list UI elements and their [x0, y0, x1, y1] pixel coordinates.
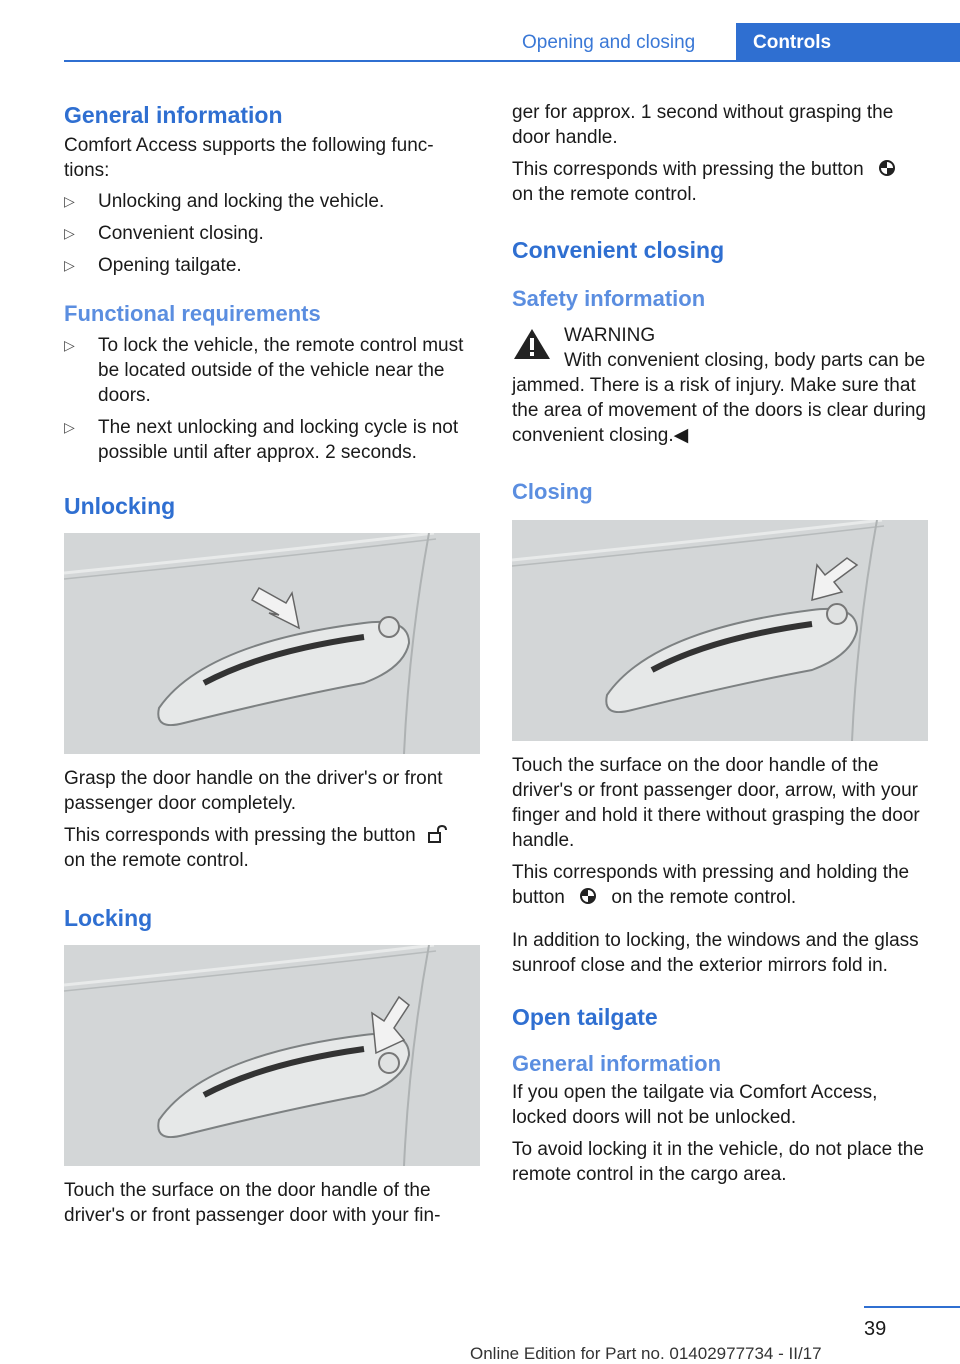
- locking-button-text: [512, 157, 930, 207]
- unlocking-heading: Unlocking: [64, 493, 176, 519]
- closing-text: Touch the surface on the door handle of the driver's or front passenger door, arrow, with your finger and hold it there without grasping the door handle.: [512, 755, 920, 851]
- page-number: 39: [864, 1318, 887, 1340]
- functions-list: [64, 189, 482, 278]
- closing-extra-text: In addition to locking, the windows and the glass sunroof close and the exterior mirrors fold in.: [512, 930, 919, 976]
- convenient-closing-heading: Convenient closing: [512, 237, 725, 263]
- header-section-title: Opening and closing: [522, 32, 696, 53]
- warning-text: With convenient closing, body parts can be jammed. There is a risk of injury. Make sure that the area of movement of the doors is clear during convenient closing.◀: [512, 350, 927, 446]
- list-item: ▷ The next unlocking and locking cycle is not possible until after approx. 2 seconds.: [64, 415, 482, 465]
- edition-note: Online Edition for Part no. 01402977734 - II/17: [470, 1344, 822, 1363]
- right-column: [512, 100, 930, 1187]
- list-item: ▷ Unlocking and locking the vehicle.: [64, 189, 482, 214]
- general-intro: Comfort Access supports the following func‐ tions:: [64, 135, 434, 181]
- locking-button-post: on the remote control.: [512, 184, 697, 205]
- unlocking-door-handle-image: [64, 533, 480, 754]
- closing-door-handle-image: [512, 520, 928, 741]
- left-column: [64, 100, 482, 1228]
- list-item: ▷ Convenient closing.: [64, 221, 482, 246]
- warning-triangle-icon: [512, 327, 552, 361]
- list-item: ▷ To lock the vehicle, the remote control must be located outside of the vehicle near the doors.: [64, 333, 482, 408]
- safety-information-heading: Safety information: [512, 286, 706, 311]
- closing-button-pre: This corresponds with pressing and holding the button: [512, 862, 910, 908]
- tailgate-text-2: To avoid locking it in the vehicle, do not place the remote control in the cargo area.: [512, 1139, 924, 1185]
- requirements-list: [64, 333, 482, 465]
- unlocking-button-post: on the remote control.: [64, 850, 249, 871]
- closing-heading: Closing: [512, 479, 593, 504]
- header-chapter-tab: [736, 23, 960, 62]
- locking-heading: Locking: [64, 905, 153, 931]
- tailgate-text-1: If you open the tailgate via Comfort Access, locked doors will not be unlocked.: [512, 1082, 878, 1128]
- general-info-heading: General information: [64, 102, 283, 128]
- tailgate-general-info-heading: General information: [512, 1051, 722, 1076]
- open-tailgate-heading: Open tailgate: [512, 1004, 658, 1030]
- header-chapter-label: Controls: [753, 32, 832, 53]
- bmw-logo-icon: [576, 887, 600, 905]
- footer-rule: [864, 1306, 960, 1308]
- closing-button-text: [512, 860, 930, 910]
- unlocking-button-text: [64, 823, 482, 873]
- unlock-icon: [427, 825, 451, 843]
- locking-door-handle-image: [64, 945, 480, 1166]
- locking-button-pre: This corresponds with pressing the button: [512, 159, 864, 180]
- closing-button-post: on the remote control.: [611, 887, 797, 908]
- warning-label: WARNING: [564, 325, 656, 346]
- locking-cont-text: ger for approx. 1 second without grasping the door handle.: [512, 102, 894, 148]
- warning-box: [512, 323, 930, 448]
- list-item: ▷ Opening tailgate.: [64, 253, 482, 278]
- bmw-logo-icon: [875, 159, 899, 177]
- header-rule: [64, 60, 960, 62]
- unlocking-button-pre: This corresponds with pressing the button: [64, 825, 416, 846]
- unlocking-text: Grasp the door handle on the driver's or front passenger door completely.: [64, 768, 443, 814]
- functional-requirements-heading: Functional requirements: [64, 301, 321, 326]
- locking-text: Touch the surface on the door handle of the driver's or front passenger door with your fin‐: [64, 1180, 441, 1226]
